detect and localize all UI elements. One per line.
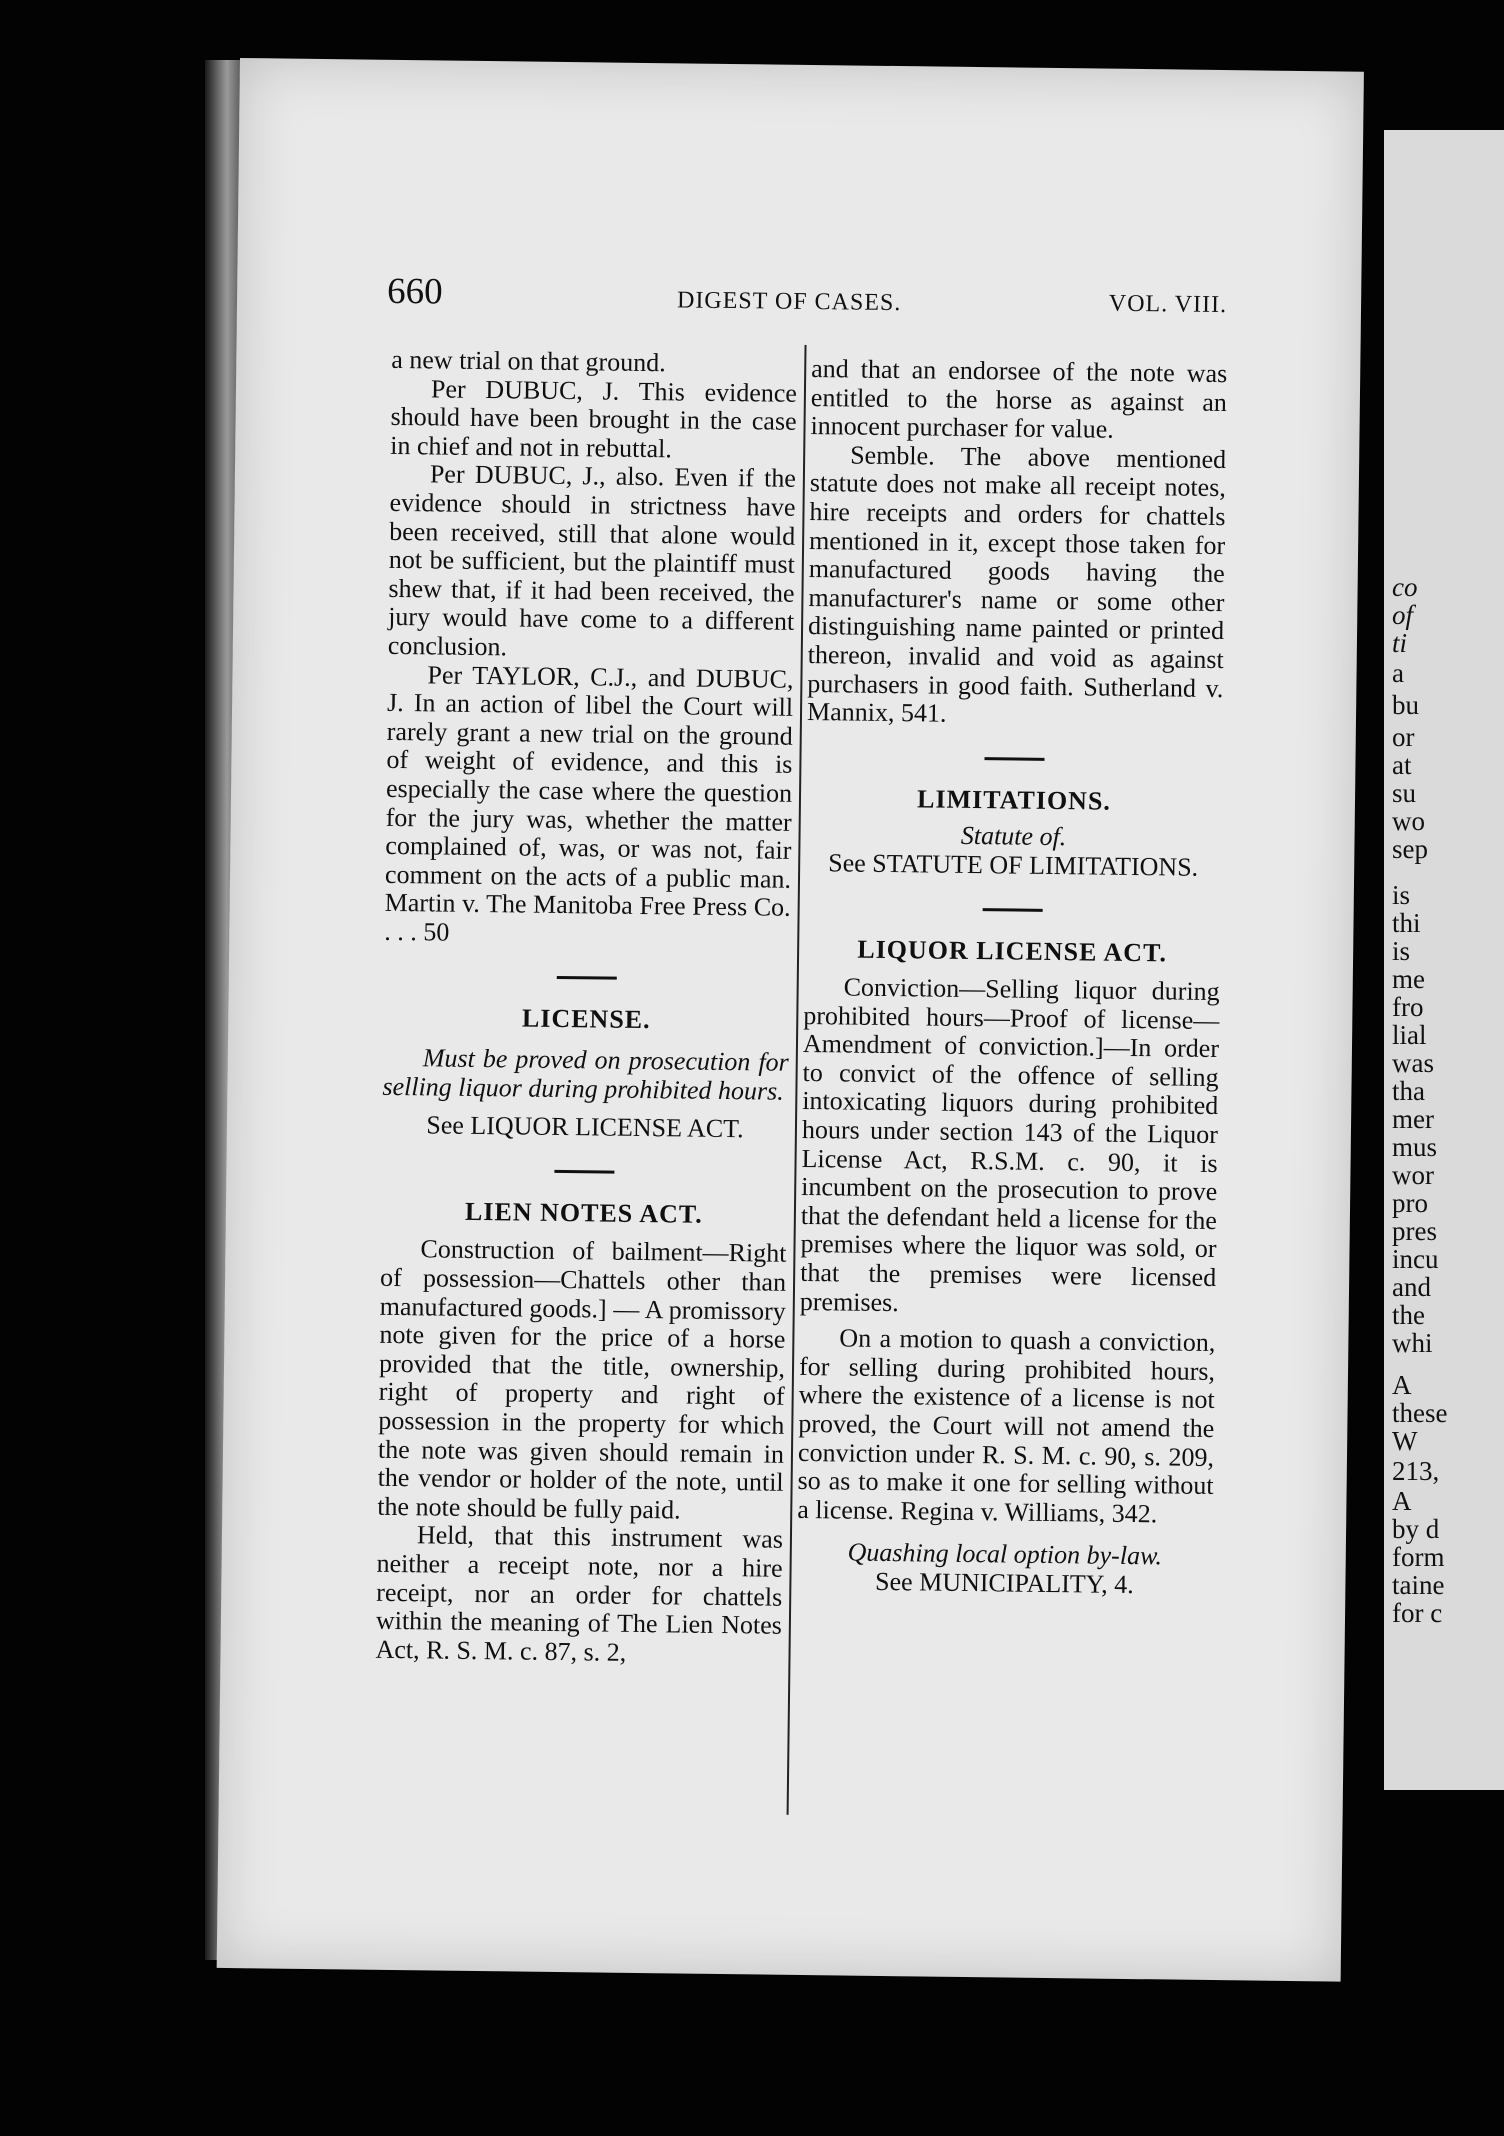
section-rule: [557, 976, 617, 980]
adjacent-page-fragment: W: [1392, 1426, 1418, 1456]
subheading: Must be proved on prosecution for selling liquor during prohibited hours.: [382, 1043, 789, 1106]
adjacent-page-fragment: thi: [1392, 908, 1421, 938]
adjacent-page-fragment: these: [1392, 1398, 1448, 1428]
adjacent-page-fragment: tha: [1392, 1076, 1425, 1106]
book-page: [217, 58, 1364, 1982]
adjacent-page-fragment: su: [1392, 778, 1417, 808]
section-rule: [984, 757, 1044, 761]
adjacent-page-fragment: a: [1392, 658, 1404, 688]
adjacent-page-fragment: mer: [1392, 1104, 1434, 1134]
adjacent-page-fragment: 213,: [1392, 1456, 1440, 1486]
subheading: Statute of.: [960, 821, 1067, 852]
adjacent-page-fragment: sep: [1392, 834, 1428, 864]
adjacent-page-fragment: lial: [1392, 1020, 1427, 1050]
page-number: 660: [386, 270, 443, 313]
adjacent-page-fragment: whi: [1392, 1328, 1433, 1358]
paragraph: Per DUBUC, J., also. Even if the evidence should in strictness have been received, still that alone would not be sufficient, but the plaintiff must shew that, if it had been received, the jury would have come to a different conclusion.: [387, 459, 797, 662]
paragraph: On a motion to quash a conviction, for selling during prohibited hours, where the existence of a license is not proved, the Court will not amend the conviction under R. S. M. c. 90, s. 209, so as to make it one for selling without a license. Regina v. Williams, 342.: [797, 1323, 1216, 1529]
adjacent-page-fragment: A: [1392, 1486, 1412, 1516]
cross-reference: See MUNICIPALITY, 4.: [874, 1566, 1134, 1599]
section-rule: [554, 1170, 614, 1174]
left-column: [375, 346, 797, 1669]
running-title: DIGEST OF CASES.: [676, 287, 902, 317]
adjacent-page-edge: [1384, 130, 1504, 1790]
adjacent-page-fragment: form: [1392, 1542, 1445, 1572]
section-heading-lien-notes: LIEN NOTES ACT.: [464, 1196, 703, 1229]
adjacent-page-fragment: mus: [1392, 1132, 1438, 1162]
adjacent-page-fragment: is: [1392, 936, 1411, 966]
adjacent-page-fragment: for c: [1392, 1598, 1443, 1628]
adjacent-page-fragment: and: [1392, 1272, 1431, 1302]
paragraph: Conviction—Selling liquor during prohibited hours—Proof of license—Amendment of conviction.]—In order to convict of the offence of selling intoxicating liquors during prohibited hours under section 143 of the Liquor License Act, R.S.M. c. 90, it is incumbent on the prosecution to prove that the defendant held a license for the premises where the liquor was sold, or that the premises were licensed premises.: [799, 972, 1220, 1317]
section-heading-license: LICENSE.: [521, 1003, 651, 1035]
adjacent-page-fragment: of: [1392, 600, 1414, 630]
paragraph: a new trial on that ground.: [391, 344, 666, 378]
subheading: Quashing local option by-law.: [847, 1537, 1163, 1571]
paragraph: Held, that this instrument was neither a receipt note, nor a hire receipt, nor an order for chattels within the meaning of The Lien Notes Act, R. S. M. c. 87, s. 2,: [375, 1520, 784, 1667]
adjacent-page-fragment: fro: [1392, 992, 1424, 1022]
adjacent-page-fragment: the: [1392, 1300, 1425, 1330]
cross-reference: See LIQUOR LICENSE ACT.: [426, 1110, 744, 1144]
running-header: [387, 270, 1228, 340]
adjacent-page-fragment: was: [1392, 1048, 1434, 1078]
adjacent-page-fragment: is: [1392, 880, 1411, 910]
adjacent-page-fragment: co: [1392, 572, 1418, 602]
adjacent-page-fragment: pro: [1392, 1188, 1428, 1218]
adjacent-page-fragment: ti: [1392, 628, 1408, 658]
cross-reference: See STATUTE OF LIMITATIONS.: [828, 848, 1199, 882]
adjacent-page-fragment: me: [1392, 964, 1425, 994]
adjacent-page-fragment: wo: [1392, 806, 1425, 836]
paragraph: and that an endorsee of the note was entitled to the horse as against an innocent purchaser for value.: [810, 354, 1228, 444]
paragraph: Semble. The above mentioned statute does not make all receipt notes, hire receipts and orders for chattels mentioned in it, except those taken for manufactured goods having the manufacturer's name or some other distinguishing name painted or printed thereon, invalid and void as against purchasers in good faith. Sutherland v. Mannix, 541.: [806, 440, 1227, 728]
adjacent-page-fragment: bu: [1392, 690, 1419, 720]
section-heading-limitations: LIMITATIONS.: [916, 784, 1112, 816]
section-heading-liquor-license: LIQUOR LICENSE ACT.: [857, 934, 1168, 967]
adjacent-page-fragment: A: [1392, 1370, 1412, 1400]
adjacent-page-fragment: at: [1392, 750, 1412, 780]
adjacent-page-fragment: pres: [1392, 1216, 1437, 1246]
paragraph: Per DUBUC, J. This evidence should have been brought in the case in chief and not in rebuttal.: [390, 373, 798, 464]
volume-label: VOL. VIII.: [1108, 290, 1228, 319]
paragraph: Construction of bailment—Right of possession—Chattels other than manufactured goods.] — A promissory note given for the price of a horse provided that the title, ownership, right of property and right of possession in the property for which the note was given should remain in the vendor or holder of the note, until the note should be fully paid.: [377, 1234, 787, 1525]
right-column: [796, 355, 1227, 1601]
section-rule: [983, 908, 1043, 912]
adjacent-page-fragment: or: [1392, 722, 1415, 752]
paragraph: Per TAYLOR, C.J., and DUBUC, J. In an action of libel the Court will rarely grant a new trial on the ground of weight of evidence, and this is especially the case where the question for the jury was, whether the matter complained of, was, or was not, fair comment on the acts of a public man. Martin v. The Manitoba Free Press Co. . . . 50: [384, 659, 794, 947]
adjacent-page-fragment: incu: [1392, 1244, 1439, 1274]
adjacent-page-fragment: by d: [1392, 1514, 1440, 1544]
adjacent-page-fragment: taine: [1392, 1570, 1445, 1600]
adjacent-page-fragment: wor: [1392, 1160, 1434, 1190]
